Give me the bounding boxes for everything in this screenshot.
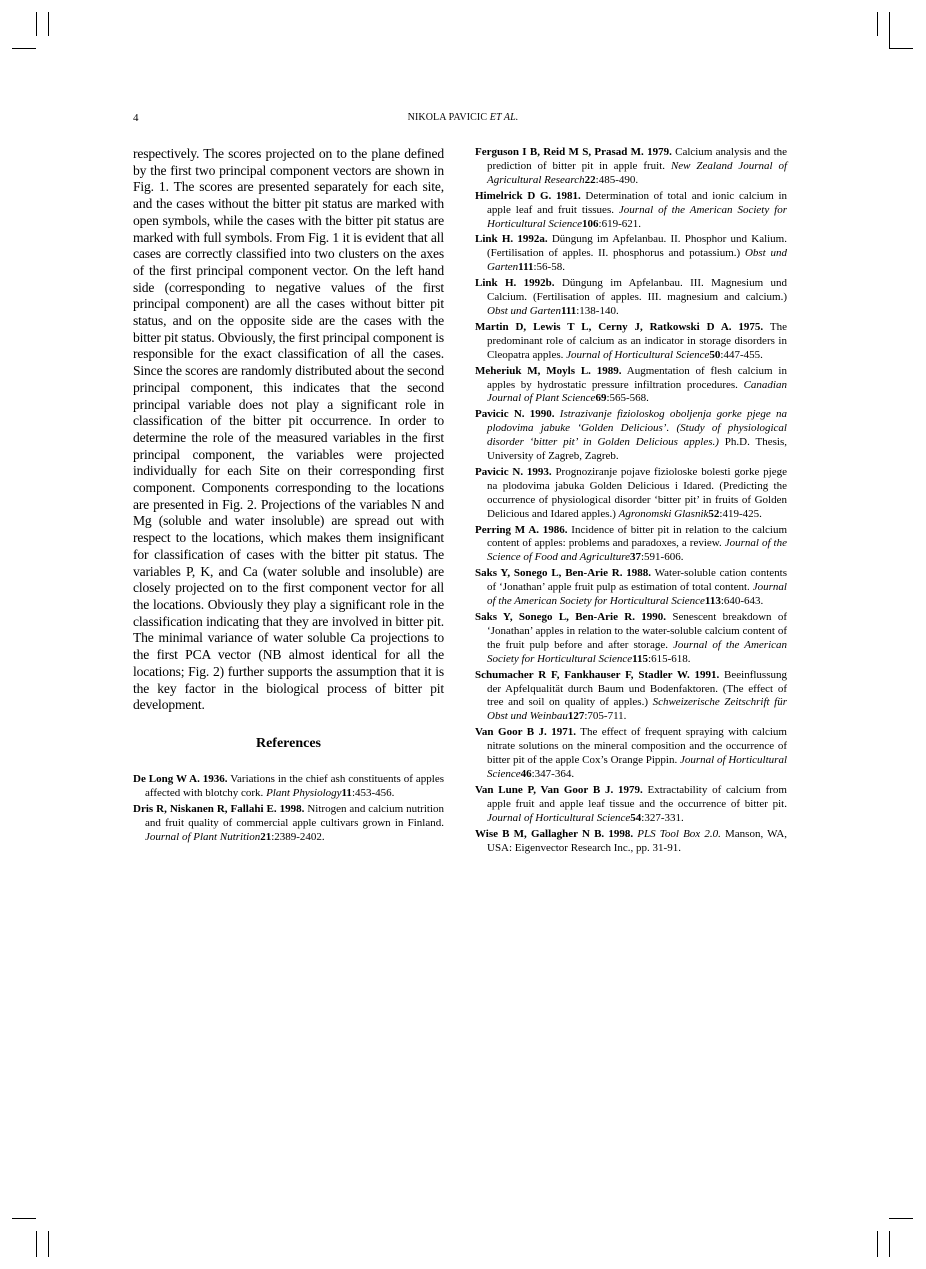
reference-volume: 22 xyxy=(584,173,596,186)
reference-journal: Journal of Horticultural Science xyxy=(487,754,787,780)
reference-journal: Agronomski Glasnik xyxy=(618,507,709,520)
reference-pages: :327-331. xyxy=(641,811,684,824)
reference-authors: Saks Y, Sonego L, Ben-Arie R. 1988. xyxy=(475,567,652,580)
reference-volume: 113 xyxy=(704,595,721,608)
reference-journal: Journal of the Science of Food and Agriculture xyxy=(487,537,787,564)
references-heading: References xyxy=(255,735,322,751)
reference-item xyxy=(475,611,787,667)
reference-item xyxy=(475,466,787,522)
reference-journal: Plant Physiology xyxy=(266,786,342,799)
reference-journal: Journal of the American Society for Horticultural Science xyxy=(487,638,788,665)
reference-item xyxy=(475,726,787,782)
reference-item xyxy=(475,828,787,856)
reference-item xyxy=(133,803,444,845)
reference-title: Düngung im Apfelanbau. III. Magnesium und Calcium. (Fertilisation of apples. III. magnesium and calcium.) xyxy=(487,277,787,304)
reference-item xyxy=(475,784,787,826)
reference-item xyxy=(475,669,787,725)
reference-title: Beeinflussung der Apfelqualität durch Baum und Bodenfaktoren. (The effect of tree and soil on quality of apples.) xyxy=(487,668,787,709)
reference-journal: Journal of Plant Nutrition xyxy=(145,830,261,843)
running-head-authors: NIKOLA PAVICIC xyxy=(407,112,488,123)
reference-title: Prognoziranje pojave fizioloske bolesti gorke pjege na plodovima jabuka Golden Delicious i Idared. (Predicting the occurrence of physiological disorder ‘bitter pit’ in fruits of Golden Delicious and Idared apples.) xyxy=(487,465,788,520)
reference-pages: :419-425. xyxy=(719,507,762,520)
reference-title: Variations in the chief ash constituents of apples affected with blotchy cork. xyxy=(145,772,444,799)
right-column xyxy=(475,146,787,857)
reference-item xyxy=(475,365,787,407)
reference-journal: Journal of Horticultural Science xyxy=(566,348,710,361)
reference-pages: :56-58. xyxy=(533,261,565,274)
reference-pages: :619-621. xyxy=(598,217,641,230)
reference-authors: Dris R, Niskanen R, Fallahi E. 1998. xyxy=(133,802,305,815)
reference-pages: Ph.D. Thesis, University of Zagreb, Zagreb. xyxy=(487,436,787,463)
reference-journal: Obst und Garten xyxy=(487,304,561,317)
reference-authors: Himelrick D G. 1981. xyxy=(475,189,581,202)
reference-volume: 127 xyxy=(567,710,585,723)
reference-authors: Link H. 1992a. xyxy=(475,233,548,246)
reference-authors: Pavicic N. 1990. xyxy=(475,408,555,421)
reference-authors: Pavicic N. 1993. xyxy=(475,465,552,478)
reference-item xyxy=(475,146,787,188)
reference-item xyxy=(475,408,787,464)
reference-authors: Van Goor B J. 1971. xyxy=(475,726,576,739)
reference-journal: New Zealand Journal of Agricultural Research xyxy=(487,159,788,186)
reference-volume: 115 xyxy=(632,652,649,665)
reference-title: Water-soluble cation contents of ‘Jonathan’ apple fruit pulp as estimation of total content. xyxy=(487,567,787,594)
body-paragraph: respectively. The scores projected on to the plane defined by the first two principal component vectors are shown in Fig. 1. The scores are presented separately for each site, and the cases without the bitter pit status are marked with open symbols, while the cases with the bitter pit status are marked with full symbols. From Fig. 1 it is evident that all cases are correctly classified into two clusters on the axes of the first principal component vector. On the left hand side (corresponding to negative values of the first principal component) are all the cases without bitter pit status, and on the opposite side are the cases with the bitter pit status. Obviously, the first principal component is responsible for the exact classification of all the cases. Since the scores are randomly distributed about the second principal component, this indicates that the second principal variable does not play a significant role in classification of the bitter pit occurrence. In order to determine the role of the measured variables in the first principal component, the variables were projected individually for each Site on their corresponding first component. Components corresponding to the locations are presented in Fig. 2. Projections of the variables N and Mg (soluble and water insoluble) are spread out with respect to the locations, which makes them insignificant for classification of cases with the bitter pit status. The variables P, K, and Ca (water soluble and insoluble) are closely projected on to the first component vector for all the locations. Obviously they play a significant role in the classification indicating that they are involved in bitter pit. The minimal variance of water soluble Ca projections to the first PCA vector (NB almost identical for all the locations; Fig. 2) further supports the assumption that it is the key factor in the biological process of bitter pit development. xyxy=(133,146,444,713)
reference-title: Extractability of calcium from apple fruit and apple leaf tissue and the occurrence of bitter pit. xyxy=(487,783,787,810)
references-list-right xyxy=(475,146,787,855)
reference-volume: 37 xyxy=(629,551,641,564)
reference-journal: Journal of the American Society for Horticultural Science xyxy=(487,203,787,230)
reference-item xyxy=(475,524,787,566)
page-number: 4 xyxy=(133,112,139,124)
reference-item xyxy=(475,190,787,232)
reference-journal: Obst und Garten xyxy=(487,247,788,274)
reference-volume: 106 xyxy=(582,217,599,230)
reference-journal: Journal of the American Society for Horticultural Science xyxy=(487,581,787,608)
reference-volume: 50 xyxy=(709,348,721,361)
references-list-left xyxy=(133,773,444,845)
reference-title: Incidence of bitter pit in relation to the calcium content of apples: problems and paradoxes, a review. xyxy=(487,523,788,550)
reference-journal: Canadian Journal of Plant Science xyxy=(487,378,787,405)
reference-pages: :2389-2402. xyxy=(271,830,325,843)
reference-pages: :453-456. xyxy=(351,786,395,799)
reference-title: Nitrogen and calcium nutrition and fruit quality of commercial apple cultivars grown in Finland. xyxy=(145,802,444,829)
reference-item xyxy=(475,233,787,275)
reference-volume: 21 xyxy=(260,830,272,843)
reference-pages: :615-618. xyxy=(648,652,691,665)
reference-item xyxy=(475,567,787,609)
running-head-etal: ET AL. xyxy=(489,112,519,123)
reference-pages: Manson, WA, USA: Eigenvector Research Inc., pp. 31-91. xyxy=(487,827,788,854)
reference-volume: 111 xyxy=(518,261,534,274)
reference-volume: 54 xyxy=(630,811,642,824)
left-column xyxy=(133,146,444,846)
reference-item xyxy=(133,773,444,801)
reference-authors: Wise B M, Gallagher N B. 1998. xyxy=(475,827,634,840)
running-head xyxy=(0,112,926,123)
reference-title: Senescent breakdown of ‘Jonathan’ apples in relation to the water-soluble calcium content of the fruit pulp before and after storage. xyxy=(487,611,787,651)
reference-item xyxy=(475,277,787,319)
reference-authors: Meheriuk M, Moyls L. 1989. xyxy=(475,364,622,377)
reference-journal: Istrazivanje fizioloskog oboljenja gorke pjege na plodovima jabuke ‘Golden Delicious’. (Study of physiological disorder ‘bitter pit’ in Golden Delicious apples.) xyxy=(487,408,788,449)
reference-authors: Martin D, Lewis T L, Cerny J, Ratkowski D A. 1975. xyxy=(475,320,764,333)
reference-volume: 111 xyxy=(560,304,577,317)
reference-volume: 46 xyxy=(520,767,532,780)
reference-journal: Schweizerische Zeitschrift für Obst und Weinbau xyxy=(487,696,788,723)
reference-pages: :565-568. xyxy=(606,392,649,405)
reference-title: Calcium analysis and the prediction of bitter pit in apple fruit. xyxy=(487,146,788,172)
reference-pages: :640-643. xyxy=(720,595,764,608)
reference-pages: :591-606. xyxy=(640,551,684,564)
reference-authors: Link H. 1992b. xyxy=(475,277,555,290)
reference-volume: 69 xyxy=(595,392,607,405)
reference-volume: 11 xyxy=(341,786,352,799)
reference-title: Augmentation of flesh calcium in apples by hydrostatic pressure infiltration procedures. xyxy=(487,364,787,391)
reference-title: The effect of frequent spraying with calcium nitrate solutions on the mineral composition and the occurrence of bitter pit of the apple Cox’s Orange Pippin. xyxy=(487,726,787,767)
reference-journal: Journal of Horticultural Science xyxy=(487,811,631,824)
reference-pages: :705-711. xyxy=(584,710,627,723)
reference-title: Determination of total and ionic calcium in apple leaf and fruit tissues. xyxy=(487,189,788,216)
reference-pages: :447-455. xyxy=(720,348,763,361)
reference-authors: Schumacher R F, Fankhauser F, Stadler W. 1991. xyxy=(475,668,720,681)
reference-title: Düngung im Apfelanbau. II. Phosphor und Kalium. (Fertilisation of apples. II. phosphorus and potassium.) xyxy=(487,233,787,260)
reference-authors: Van Lune P, Van Goor B J. 1979. xyxy=(475,783,643,796)
reference-authors: Ferguson I B, Reid M S, Prasad M. 1979. xyxy=(475,146,672,158)
reference-pages: :138-140. xyxy=(576,304,619,317)
reference-item xyxy=(475,321,787,363)
reference-authors: Saks Y, Sonego L, Ben-Arie R. 1990. xyxy=(475,611,667,623)
reference-volume: 52 xyxy=(708,507,720,520)
reference-pages: :485-490. xyxy=(595,173,639,186)
reference-title: The predominant role of calcium as an indicator in storage disorders in Cleopatra apples. xyxy=(487,320,787,361)
reference-pages: :347-364. xyxy=(531,767,575,780)
reference-authors: Perring M A. 1986. xyxy=(475,523,568,536)
reference-authors: De Long W A. 1936. xyxy=(133,772,228,785)
reference-journal: PLS Tool Box 2.0. xyxy=(637,827,721,840)
